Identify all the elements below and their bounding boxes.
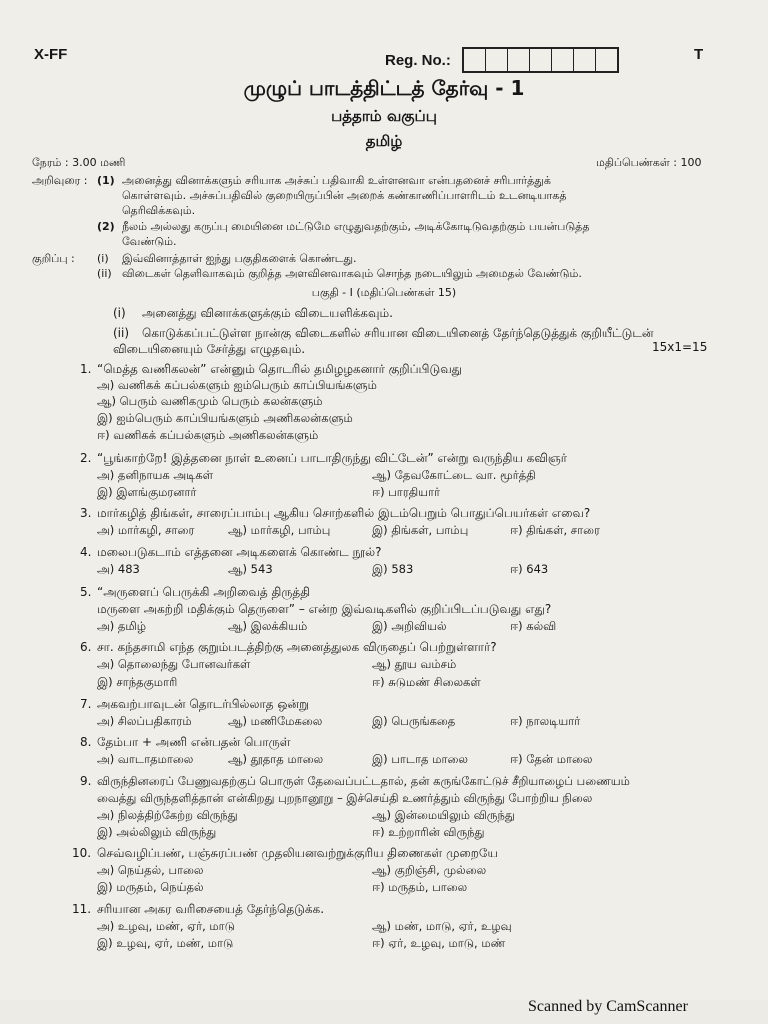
option-a: அ) தொலைந்து போனவர்கள்	[97, 657, 251, 671]
part-1-marks: 15x1=15	[652, 340, 708, 354]
reg-box	[596, 49, 617, 71]
instruction-1-line-3: தெரிவிக்கவும்.	[122, 204, 196, 217]
question-text-line-2: மருளை அகற்றி மதிக்கும் தெருளை” – என்ற இவ்வடிகளில் குறிப்பிடப்படுவது எது?	[97, 602, 552, 616]
option-c: இ) உழவு, ஏர், மண், மாடு	[97, 936, 234, 950]
option-b: ஆ) மண், மாடு, ஏர், உழவு	[372, 919, 512, 933]
option-c: இ) 583	[372, 562, 414, 576]
medium-mark: T	[694, 46, 704, 63]
subject-title: தமிழ்	[365, 132, 403, 150]
question-text-line-1: “அருளைப் பெருக்கி அறிவைத் திருத்தி	[97, 585, 311, 599]
option-a: அ) வணிகக் கப்பல்களும் ஐம்பெரும் காப்பியங்களும்	[97, 378, 377, 392]
question-number: 2.	[80, 451, 92, 465]
option-a: அ) நிலத்திற்கேற்ற விருந்து	[97, 808, 238, 822]
question-text: “மெத்த வணிகலன்” என்னும் தொடரில் தமிழழகனார் குறிப்பிடுவது	[97, 362, 463, 376]
instruction-2-number: (2)	[97, 220, 115, 233]
option-d: ஈ) கல்வி	[510, 619, 557, 633]
reg-box	[552, 49, 574, 71]
option-c: இ) அறிவியல்	[372, 619, 447, 633]
question-text: மார்கழித் திங்கள், சாரைப்பாம்பு ஆகிய சொற்களில் இடம்பெறும் பொதுப்பெயர்கள் எவை?	[97, 506, 591, 520]
option-c: இ) மருதம், நெய்தல்	[97, 880, 204, 894]
question-text: அகவற்பாவுடன் தொடர்பில்லாத ஒன்று	[97, 697, 310, 711]
part-1-instruction-i: அனைத்து வினாக்களுக்கும் விடையளிக்கவும்.	[142, 306, 393, 320]
option-b: ஆ) தேவகோட்டை வா. மூர்த்தி	[372, 468, 536, 482]
option-c: இ) அல்லிலும் விருந்து	[97, 825, 217, 839]
instruction-2-line-1: நீலம் அல்லது கருப்பு மையினை மட்டுமே எழுதுவதற்கும், அடிக்கோடிடுவதற்கும் பயன்படுத்த	[122, 220, 590, 233]
reg-no-boxes	[462, 47, 619, 73]
question-number: 5.	[80, 585, 92, 599]
question-text-line-1: விருந்தினரைப் பேணுவதற்குப் பொருள் தேவைப்பட்டதால், தன் கருங்கோட்டுச் சீறியாழைப் பணையம்	[97, 774, 630, 788]
part-1-instruction-ii-number: (ii)	[113, 326, 130, 340]
question-text: “பூங்காற்றே! இத்தனை நாள் உனைப் பாடாதிருந்து விட்டேன்” என்று வருந்திய கவிஞர்	[97, 451, 568, 465]
note-label: குறிப்பு :	[32, 252, 75, 265]
part-1-heading: பகுதி - I (மதிப்பெண்கள் 15)	[311, 286, 457, 299]
option-a: அ) உழவு, மண், ஏர், மாடு	[97, 919, 235, 933]
reg-box	[530, 49, 552, 71]
question-number: 4.	[80, 545, 92, 559]
paper-code: X-FF	[34, 46, 68, 63]
option-b: ஆ) இன்மையிலும் விருந்து	[372, 808, 515, 822]
note-1-number: (i)	[97, 252, 109, 265]
question-number: 11.	[72, 902, 92, 916]
option-d: ஈ) சுடுமண் சிலைகள்	[372, 675, 481, 689]
option-b: ஆ) மார்கழி, பாம்பு	[228, 523, 331, 537]
question-text: மலைபடுகடாம் எத்தனை அடிகளைக் கொண்ட நூல்?	[97, 545, 382, 559]
reg-box	[574, 49, 596, 71]
option-d: ஈ) நாலடியார்	[510, 714, 581, 728]
question-number: 3.	[80, 506, 92, 520]
instruction-1-number: (1)	[97, 174, 115, 187]
instructions-label: அறிவுரை :	[32, 174, 88, 187]
option-a: அ) நெய்தல், பாலை	[97, 863, 204, 877]
instruction-2-line-2: வேண்டும்.	[122, 235, 177, 248]
option-a: அ) தமிழ்	[97, 619, 146, 633]
option-c: இ) பெருங்கதை	[372, 714, 456, 728]
option-a: அ) சிலப்பதிகாரம்	[97, 714, 192, 728]
reg-no-label: Reg. No.:	[385, 52, 451, 69]
option-a: அ) தனிநாயக அடிகள்	[97, 468, 214, 482]
option-c: இ) பாடாத மாலை	[372, 752, 468, 766]
option-c: இ) சாந்தகுமாரி	[97, 675, 178, 689]
total-marks: மதிப்பெண்கள் : 100	[596, 156, 702, 169]
note-2-number: (ii)	[97, 267, 112, 280]
question-number: 6.	[80, 640, 92, 654]
note-1: இவ்வினாத்தாள் ஐந்து பகுதிகளைக் கொண்டது.	[122, 252, 357, 265]
reg-box	[486, 49, 508, 71]
option-c: இ) இளங்குமரனார்	[97, 485, 197, 499]
reg-box	[464, 49, 486, 71]
question-text: செவ்வழிப்பண், பஞ்சுரப்பண் முதலியனவற்றுக்குரிய திணைகள் முறையே	[97, 846, 498, 860]
option-b: ஆ) பெரும் வணிகமும் பெரும் கலன்களும்	[97, 394, 323, 408]
question-text-line-2: வைத்து விருந்தளித்தான் என்கிறது புறநானூறு – இச்செய்தி உணர்த்தும் விருந்து போற்றிய நிலை	[97, 791, 593, 805]
instruction-1-line-2: கொள்ளவும். அச்சுப்பதிவில் குறையிருப்பின் அறைக் கண்காணிப்பாளரிடம் உடனடியாகத்	[122, 189, 567, 202]
option-b: ஆ) 543	[228, 562, 273, 576]
option-d: ஈ) தேன் மாலை	[510, 752, 593, 766]
exam-title: முழுப் பாடத்திட்டத் தேர்வு - 1	[243, 76, 525, 100]
option-d: ஈ) திங்கள், சாரை	[510, 523, 600, 537]
option-b: ஆ) இலக்கியம்	[228, 619, 308, 633]
option-b: ஆ) தூதாத மாலை	[228, 752, 324, 766]
option-d: ஈ) வணிகக் கப்பல்களும் அணிகலன்களும்	[97, 428, 319, 442]
class-title: பத்தாம் வகுப்பு	[331, 107, 437, 125]
question-text: தேம்பா + அணி என்பதன் பொருள்	[97, 735, 291, 749]
question-text: சா. கந்தசாமி எந்த குறும்படத்திற்கு அனைத்துலக விருதைப் பெற்றுள்ளார்?	[97, 640, 497, 654]
option-d: ஈ) பாரதியார்	[372, 485, 441, 499]
option-d: ஈ) உற்றாரின் விருந்து	[372, 825, 485, 839]
question-number: 1.	[80, 362, 92, 376]
scanner-watermark: Scanned by CamScanner	[528, 998, 688, 1015]
part-1-instruction-i-number: (i)	[113, 306, 126, 320]
reg-box	[508, 49, 530, 71]
option-d: ஈ) ஏர், உழவு, மாடு, மண்	[372, 936, 506, 950]
question-number: 10.	[72, 846, 92, 860]
question-text: சரியான அகர வரிசையைத் தேர்ந்தெடுக்க.	[97, 902, 325, 916]
option-a: அ) 483	[97, 562, 140, 576]
note-2: விடைகள் தெளிவாகவும் குறித்த அளவினவாகவும் சொந்த நடையிலும் அமைதல் வேண்டும்.	[122, 267, 582, 280]
question-number: 9.	[80, 774, 92, 788]
option-c: இ) திங்கள், பாம்பு	[372, 523, 469, 537]
option-c: இ) ஐம்பெரும் காப்பியங்களும் அணிகலன்களும்	[97, 411, 353, 425]
option-d: ஈ) 643	[510, 562, 549, 576]
time-label: நேரம் : 3.00 மணி	[32, 156, 126, 169]
option-d: ஈ) மருதம், பாலை	[372, 880, 468, 894]
option-b: ஆ) தூய வம்சம்	[372, 657, 457, 671]
question-number: 7.	[80, 697, 92, 711]
option-b: ஆ) குறிஞ்சி, முல்லை	[372, 863, 487, 877]
part-1-instruction-ii-line-2: விடையினையும் சேர்த்து எழுதவும்.	[113, 342, 306, 356]
instruction-1-line-1: அனைத்து வினாக்களும் சரியாக அச்சுப் பதிவாகி உள்ளனவா என்பதனைச் சரிபார்த்துக்	[122, 174, 551, 187]
option-a: அ) வாடாதமாலை	[97, 752, 194, 766]
part-1-instruction-ii-line-1: கொடுக்கப்பட்டுள்ள நான்கு விடைகளில் சரியான விடையினைத் தேர்ந்தெடுத்துக் குறியீட்டுடன்	[142, 326, 654, 340]
option-a: அ) மார்கழி, சாரை	[97, 523, 195, 537]
question-number: 8.	[80, 735, 92, 749]
option-b: ஆ) மணிமேகலை	[228, 714, 323, 728]
